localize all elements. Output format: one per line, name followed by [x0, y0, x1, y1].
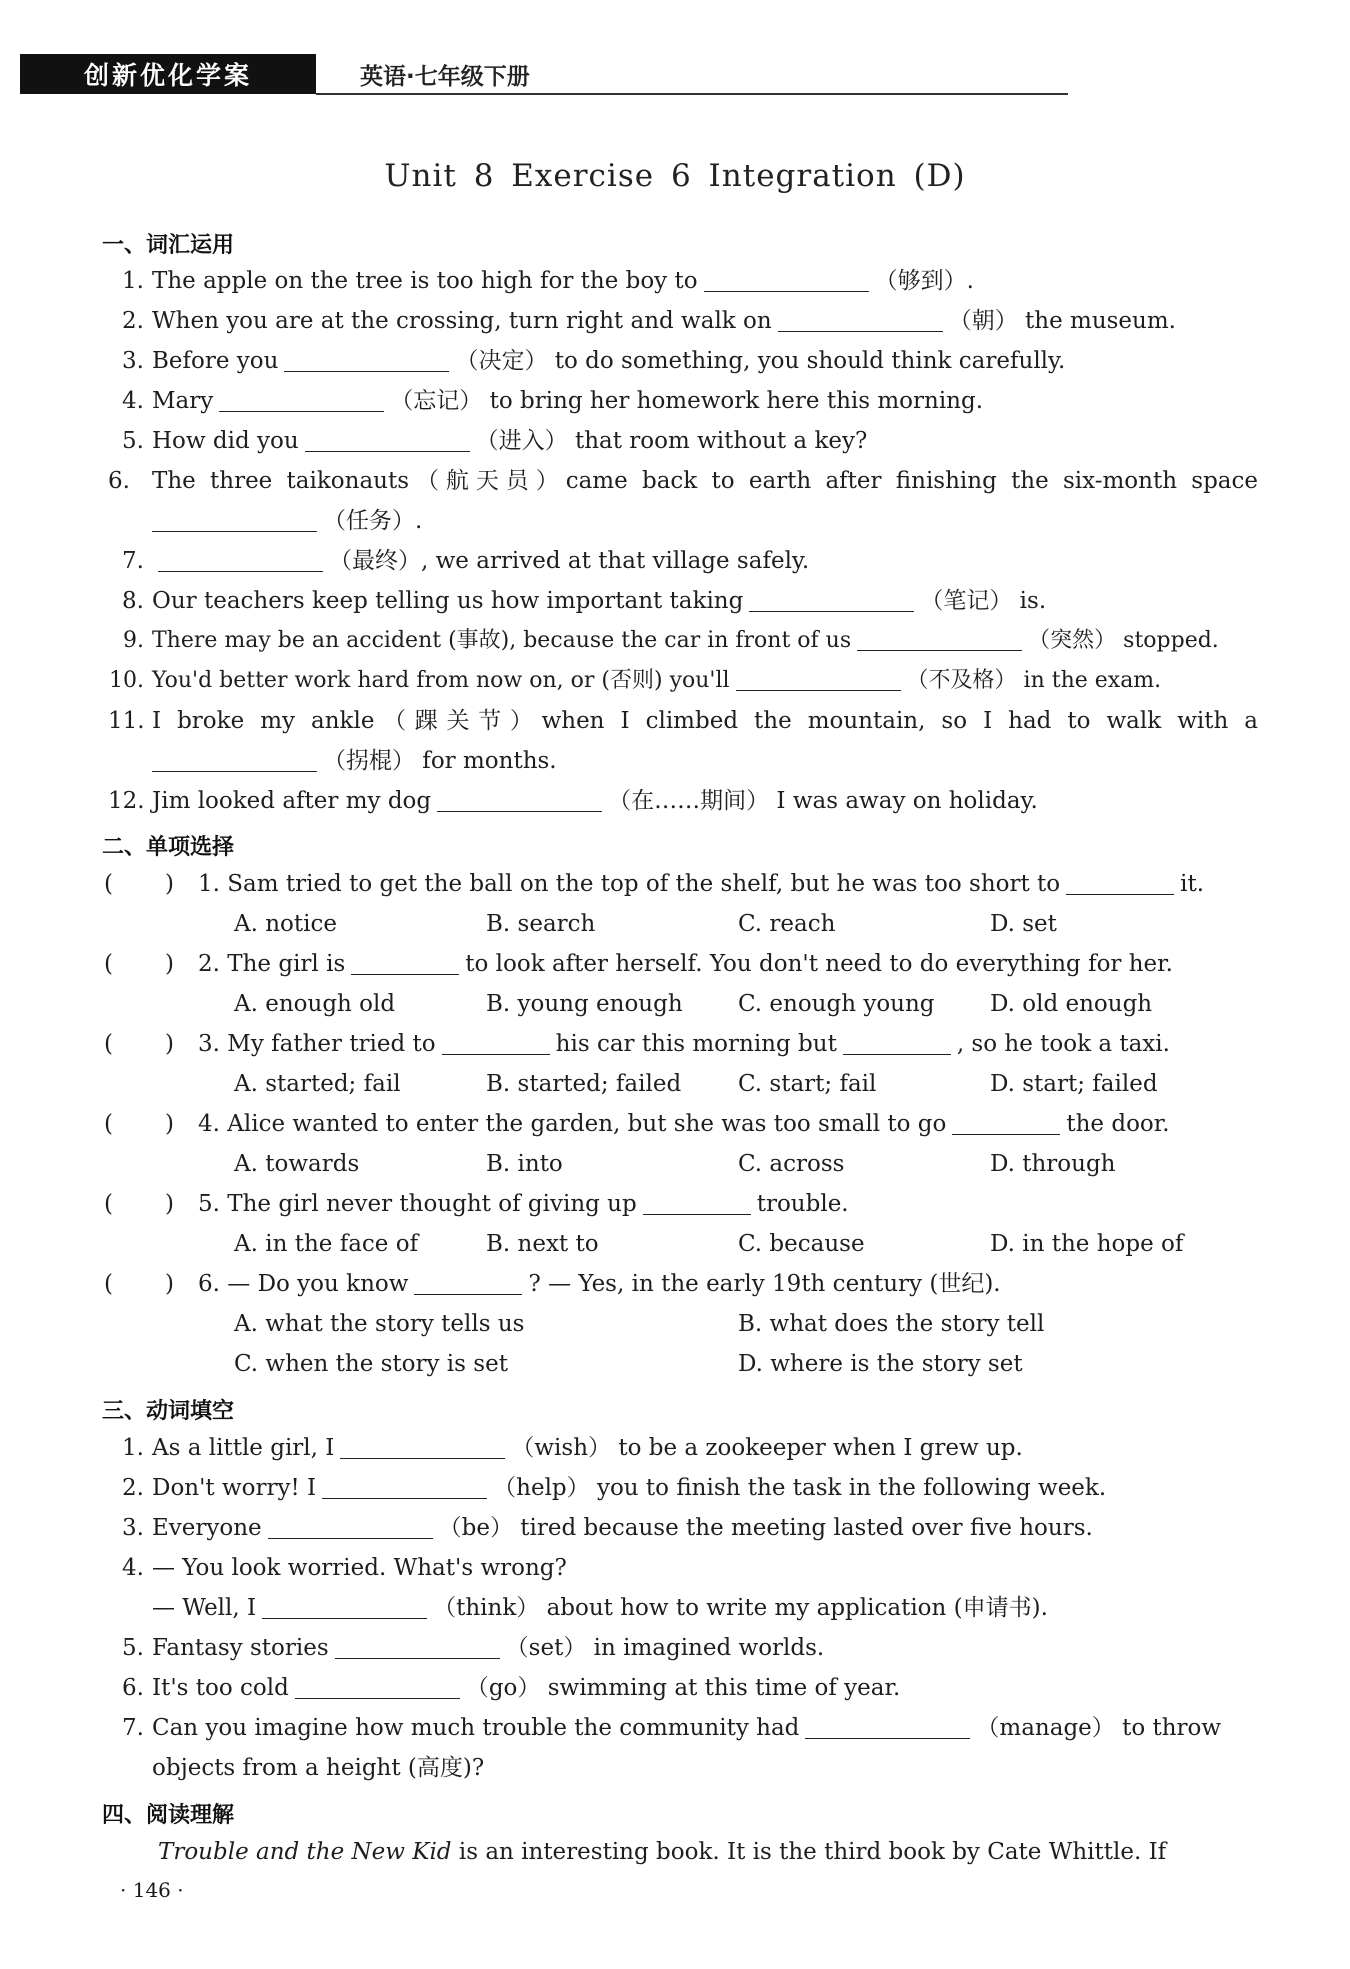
book-logo: 创新优化学案 — [20, 54, 316, 94]
answer-blank[interactable] — [219, 387, 384, 412]
mc-answer-paren-6[interactable]: ( ) — [104, 1271, 174, 1297]
answer-blank[interactable] — [805, 1714, 970, 1739]
answer-blank[interactable] — [442, 1030, 550, 1055]
answer-blank[interactable] — [1066, 870, 1174, 895]
answer-blank[interactable] — [305, 427, 470, 452]
vocab-item-3: 3. Before you （决定） to do something, you should think carefully. — [122, 348, 1066, 374]
mc-5-option-b[interactable]: B. next to — [486, 1231, 599, 1257]
answer-blank[interactable] — [284, 347, 449, 372]
mc-3-option-b[interactable]: B. started; failed — [486, 1071, 682, 1097]
mc-answer-paren-5[interactable]: ( ) — [104, 1191, 174, 1217]
mc-question-4: 4. Alice wanted to enter the garden, but she was too small to go the door. — [198, 1111, 1170, 1137]
answer-blank[interactable] — [268, 1514, 433, 1539]
verb-item-5: 5. Fantasy stories （set） in imagined worlds. — [122, 1635, 825, 1661]
verb-item-4: 4. — You look worried. What's wrong? — [122, 1555, 567, 1581]
mc-question-1: 1. Sam tried to get the ball on the top of the shelf, but he was too short to it. — [198, 871, 1205, 897]
mc-question-6: 6. — Do you know ? — Yes, in the early 19th century (世纪). — [198, 1271, 1001, 1297]
mc-3-option-d[interactable]: D. start; failed — [990, 1071, 1158, 1097]
answer-blank[interactable] — [857, 626, 1022, 651]
answer-blank[interactable] — [414, 1270, 522, 1295]
answer-blank[interactable] — [351, 950, 459, 975]
mc-answer-paren-4[interactable]: ( ) — [104, 1111, 174, 1137]
vocab-item-11: 11. I broke my ankle（踝关节）when I climbed the mountain, so I had to walk with a — [108, 708, 1258, 734]
vocab-item-5: 5. How did you （进入） that room without a key? — [122, 428, 868, 454]
vocab-item-1: 1. The apple on the tree is too high for the boy to （够到）. — [122, 268, 974, 294]
vocab-item-6-cont: （任务）. — [146, 505, 422, 537]
mc-answer-paren-3[interactable]: ( ) — [104, 1031, 174, 1057]
header-rule — [316, 93, 1068, 95]
vocab-item-7: 7. （最终）, we arrived at that village safely. — [122, 548, 810, 574]
mc-4-option-a[interactable]: A. towards — [234, 1151, 360, 1177]
section-vocabulary-heading: 一、词汇运用 — [102, 233, 235, 258]
answer-blank[interactable] — [152, 747, 317, 772]
vocab-item-6: 6. The three taikonauts（航天员）came back to earth after finishing the six-month space — [108, 468, 1258, 494]
mc-1-option-c[interactable]: C. reach — [738, 911, 836, 937]
vocab-item-12: 12. Jim looked after my dog （在……期间） I was away on holiday. — [108, 788, 1038, 814]
mc-5-option-a[interactable]: A. in the face of — [234, 1231, 419, 1257]
section-multiple-choice-heading: 二、单项选择 — [102, 835, 235, 860]
reading-passage-first-line: Trouble and the New Kid is an interesting book. It is the third book by Cate Whittle. If — [158, 1839, 1167, 1865]
mc-6-option-a[interactable]: A. what the story tells us — [234, 1311, 525, 1337]
verb-item-7-cont: objects from a height (高度)? — [152, 1755, 485, 1781]
answer-blank[interactable] — [322, 1474, 487, 1499]
vocab-item-2: 2. When you are at the crossing, turn right and walk on （朝） the museum. — [122, 308, 1176, 334]
mc-5-option-d[interactable]: D. in the hope of — [990, 1231, 1184, 1257]
page-number: · 146 · — [120, 1878, 184, 1902]
answer-blank[interactable] — [736, 666, 901, 691]
answer-blank[interactable] — [952, 1110, 1060, 1135]
mc-2-option-a[interactable]: A. enough old — [234, 991, 396, 1017]
mc-question-5: 5. The girl never thought of giving up trouble. — [198, 1191, 849, 1217]
section-reading-heading: 四、阅读理解 — [102, 1803, 235, 1828]
mc-6-option-c[interactable]: C. when the story is set — [234, 1351, 508, 1377]
vocab-item-11-cont: （拐棍） for months. — [146, 745, 557, 777]
answer-blank[interactable] — [704, 267, 869, 292]
section-verb-fill-heading: 三、动词填空 — [102, 1399, 235, 1424]
answer-blank[interactable] — [295, 1674, 460, 1699]
answer-blank[interactable] — [158, 547, 323, 572]
verb-item-7: 7. Can you imagine how much trouble the community had （manage） to throw — [122, 1715, 1222, 1741]
verb-item-6: 6. It's too cold （go） swimming at this time of year. — [122, 1675, 901, 1701]
answer-blank[interactable] — [262, 1594, 427, 1619]
mc-3-option-a[interactable]: A. started; fail — [234, 1071, 401, 1097]
mc-4-option-c[interactable]: C. across — [738, 1151, 845, 1177]
mc-2-option-b[interactable]: B. young enough — [486, 991, 683, 1017]
answer-blank[interactable] — [843, 1030, 951, 1055]
verb-item-3: 3. Everyone （be） tired because the meeting lasted over five hours. — [122, 1515, 1093, 1541]
verb-item-2: 2. Don't worry! I （help） you to finish the task in the following week. — [122, 1475, 1107, 1501]
mc-3-option-c[interactable]: C. start; fail — [738, 1071, 877, 1097]
mc-question-3: 3. My father tried to his car this morning but , so he took a taxi. — [198, 1031, 1170, 1057]
mc-answer-paren-2[interactable]: ( ) — [104, 951, 174, 977]
verb-item-1: 1. As a little girl, I （wish） to be a zookeeper when I grew up. — [122, 1435, 1023, 1461]
mc-6-option-b[interactable]: B. what does the story tell — [738, 1311, 1045, 1337]
mc-2-option-c[interactable]: C. enough young — [738, 991, 935, 1017]
mc-4-option-d[interactable]: D. through — [990, 1151, 1116, 1177]
vocab-item-4: 4. Mary （忘记） to bring her homework here this morning. — [122, 388, 984, 414]
mc-2-option-d[interactable]: D. old enough — [990, 991, 1153, 1017]
mc-question-2: 2. The girl is to look after herself. You don't need to do everything for her. — [198, 951, 1173, 977]
mc-answer-paren-1[interactable]: ( ) — [104, 871, 174, 897]
answer-blank[interactable] — [643, 1190, 751, 1215]
mc-1-option-b[interactable]: B. search — [486, 911, 596, 937]
answer-blank[interactable] — [749, 587, 914, 612]
mc-5-option-c[interactable]: C. because — [738, 1231, 865, 1257]
subject-label: 英语·七年级下册 — [360, 64, 530, 90]
answer-blank[interactable] — [778, 307, 943, 332]
vocab-item-9: 9. There may be an accident (事故), because the car in front of us （突然） stopped. — [123, 628, 1219, 653]
answer-blank[interactable] — [335, 1634, 500, 1659]
mc-6-option-d[interactable]: D. where is the story set — [738, 1351, 1023, 1377]
mc-1-option-d[interactable]: D. set — [990, 911, 1057, 937]
verb-item-4-cont: — Well, I （think） about how to write my application (申请书). — [152, 1595, 1048, 1621]
answer-blank[interactable] — [152, 507, 317, 532]
page-title: Unit 8 Exercise 6 Integration (D) — [384, 158, 966, 194]
mc-4-option-b[interactable]: B. into — [486, 1151, 563, 1177]
vocab-item-8: 8. Our teachers keep telling us how important taking （笔记） is. — [122, 588, 1047, 614]
vocab-item-10: 10. You'd better work hard from now on, or (否则) you'll （不及格） in the exam. — [109, 668, 1162, 693]
answer-blank[interactable] — [340, 1434, 505, 1459]
mc-1-option-a[interactable]: A. notice — [234, 911, 337, 937]
answer-blank[interactable] — [437, 787, 602, 812]
